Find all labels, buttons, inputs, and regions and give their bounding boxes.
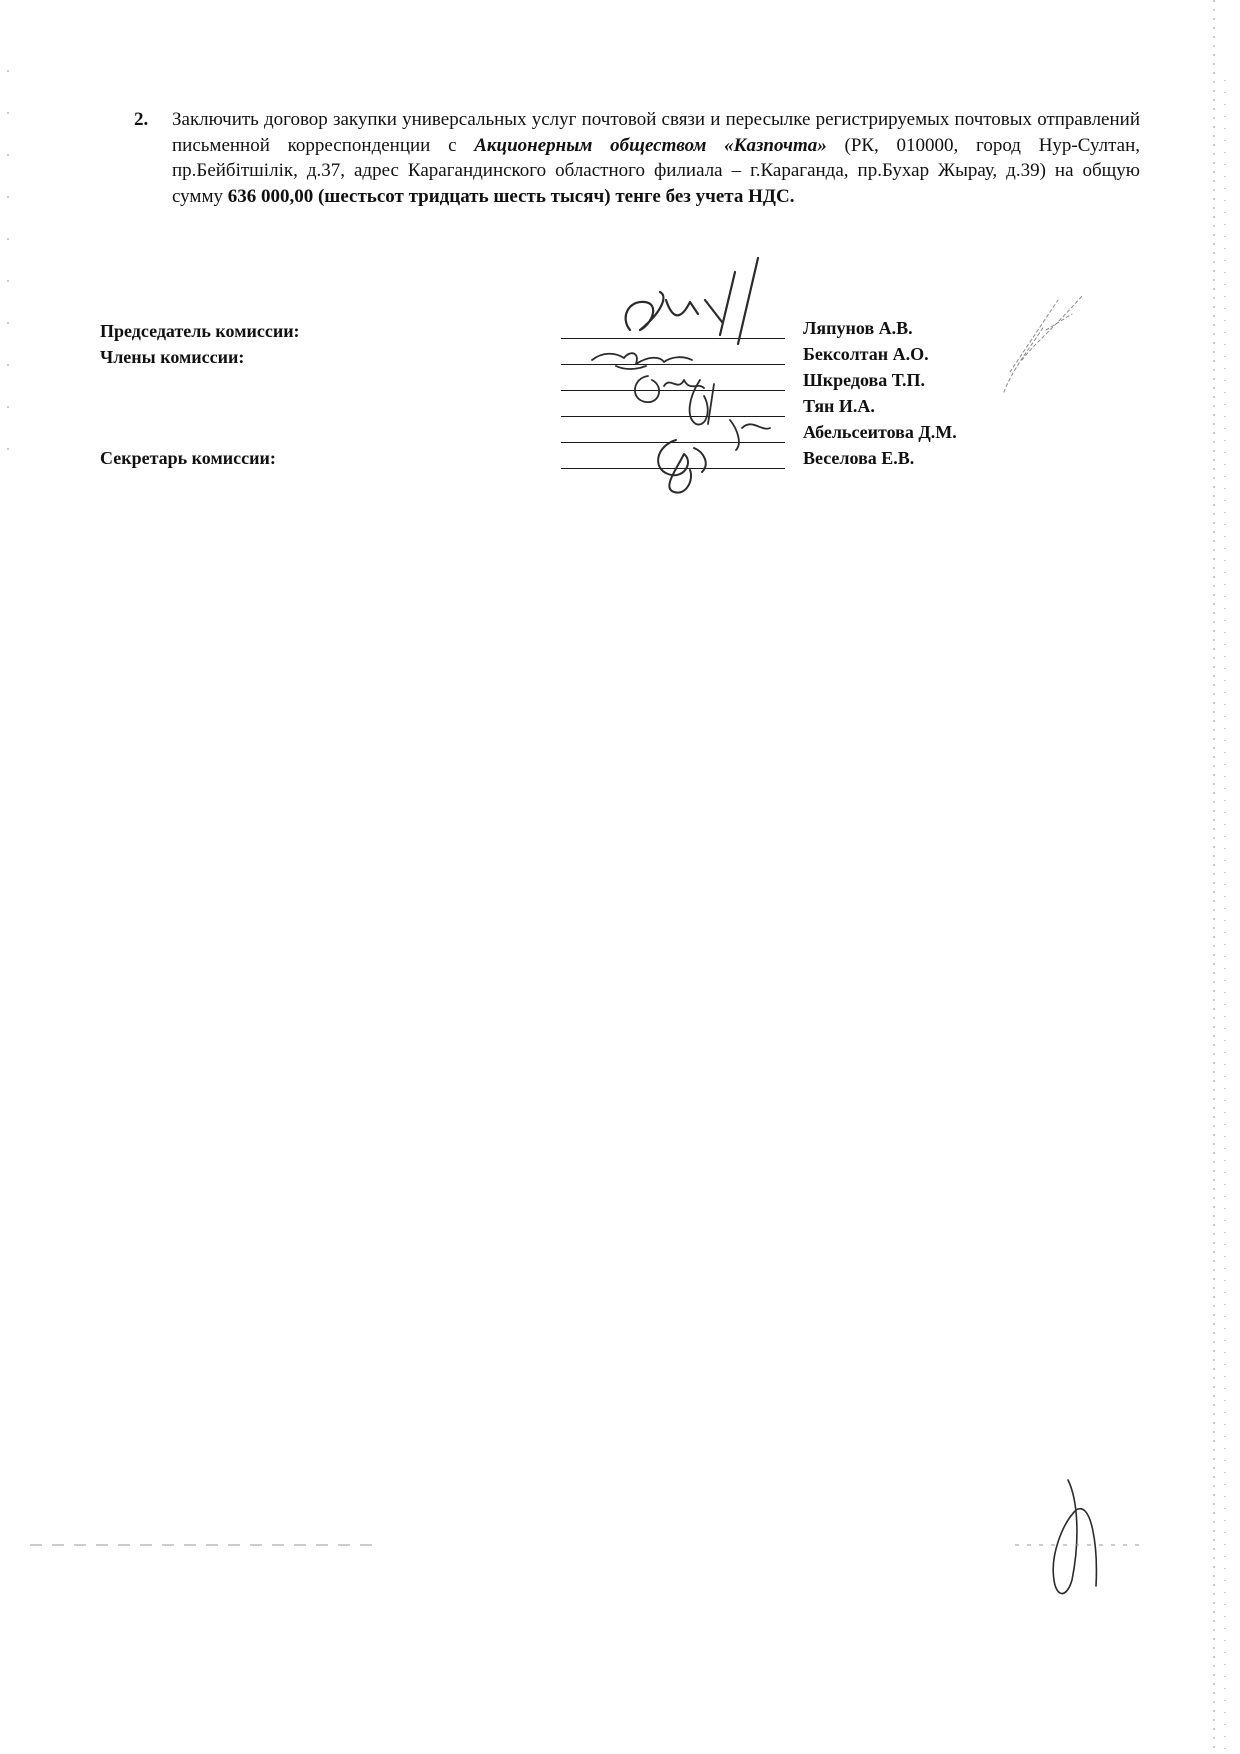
signer-name-4: Тян И.А.: [803, 396, 875, 416]
signature-line-member-3: [561, 416, 785, 417]
members-label: Члены комиссии:: [100, 347, 245, 367]
signature-member-4: [730, 420, 770, 450]
marginal-scribble: [1004, 296, 1082, 392]
signature-chairman: [626, 258, 758, 344]
signature-line-chairman: [561, 338, 785, 339]
secretary-label: Секретарь комиссии:: [100, 448, 276, 468]
clause-number: 2.: [134, 109, 149, 130]
signature-member-1: [592, 353, 692, 369]
counterparty-name: Акционерным обществом «Казпочта»: [474, 134, 827, 156]
chairman-label: Председатель комиссии:: [100, 321, 300, 341]
clause-text-part-2: (РК, 010000, город Нур-Султан, пр.Бейбітшілік, д.37, адрес Карагандинского областного филиала – г.Караганда, пр.Бухар Жырау, д.39) на общую сумму: [172, 134, 1140, 207]
signature-member-3: [690, 380, 714, 425]
signer-name-5: Абельсеитова Д.М.: [803, 422, 957, 442]
signature-line-member-4: [561, 442, 785, 443]
signer-name-2: Бексолтан А.О.: [803, 344, 929, 364]
signer-name-6: Веселова Е.В.: [803, 448, 915, 468]
contract-amount: 636 000,00 (шестьсот тридцать шесть тысяч) тенге без учета НДС.: [227, 185, 795, 207]
signature-line-member-2: [561, 390, 785, 391]
signature-secretary: [658, 440, 706, 493]
signature-line-member-1: [561, 364, 785, 365]
initials-bottom: [1053, 1480, 1096, 1594]
clause-text: [172, 107, 1140, 209]
signer-name-3: Шкредова Т.П.: [803, 370, 925, 390]
signer-name-1: Ляпунов А.В.: [803, 318, 913, 338]
signature-line-secretary: [561, 468, 785, 469]
clause-text-part-1: Заключить договор закупки универсальных услуг почтовой связи и пересылке регистрируемых почтовых отправлений письменной корреспонденции с: [172, 109, 1140, 156]
